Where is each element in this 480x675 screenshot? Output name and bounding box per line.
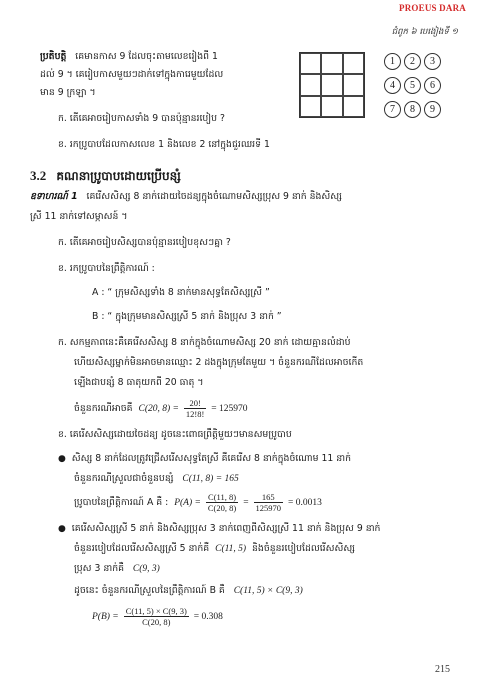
grid-cell [343, 53, 364, 74]
example-text-1: គេរើសសិស្ស 8 នាក់ដោយចៃដន្យក្នុងចំណោមសិស្សប្រុស 9 នាក់ និងសិស្ស [86, 191, 342, 202]
count-denominator: 12!8! [185, 409, 205, 419]
numbered-card-6: 6 [424, 77, 441, 94]
bullet-2-math-3: C(11, 5) × C(9, 3) [233, 586, 303, 596]
numbered-card-1: 1 [384, 53, 401, 70]
chapter-header: ជំពូក ៦ បេងៀងទី ១ [391, 27, 458, 37]
probability-a-lhs: P(A) = [174, 498, 201, 508]
answer-a-line-1: ក. សកម្មភាពនេះគឺគេរើសសិស្ស 8 នាក់ក្នុងចំណោមសិស្ស 20 នាក់ ដោយគ្មានលំដាប់ [58, 337, 351, 348]
numbered-card-2: 2 [404, 53, 421, 70]
probability-a-fraction-1 [206, 492, 238, 513]
count-lhs: C(20, 8) = [138, 404, 179, 414]
fraction-denominator: C(20, 8) [142, 617, 171, 627]
answer-a-line-2: ហើយសិស្សម្នាក់មិនអាចមានឈ្មោះ 2 ដងក្នុងក្រុមតែមួយ ។ ចំនួនករណីដែលអាចកើត [74, 357, 364, 368]
example-line-2: ស្រី 11 នាក់ទៅសម្ភាសន៍ ។ [30, 211, 128, 222]
exercise-text-1: គេមានកាស 9 ដែលចុះតាមលេខរៀងពី 1 [75, 51, 218, 62]
bullet-2-text-2: ចំនួនរបៀបដែលរើសសិស្សស្រី 5 នាក់គឺ [74, 543, 210, 554]
bullet-1-text-2: ចំនួនករណីស្រួលជាចំនួនបន្សំ [74, 473, 174, 484]
grid-cell [300, 96, 321, 117]
numbered-card-3: 3 [424, 53, 441, 70]
fraction-denominator: 125970 [255, 503, 282, 513]
bullet-2-text-5: ដូចនេះ ចំនួនករណីស្រួលនៃព្រឹត្តិការណ៍ B គឺ [74, 585, 225, 596]
section-title: គណនាប្រូបាបដោយប្រើបន្សំ [56, 169, 181, 183]
event-a: A : “ ក្រុមសិស្សទាំង 8 នាក់មានសុទ្ធតែសិស្សស្រី ” [92, 287, 270, 298]
fraction-numerator: C(11, 5) × C(9, 3) [125, 606, 187, 616]
numbered-card-4: 4 [384, 77, 401, 94]
fraction-numerator: C(11, 8) [206, 492, 238, 503]
section-number: 3.2 [30, 168, 47, 183]
count-numerator: 20! [184, 398, 206, 409]
grid-cell [300, 74, 321, 95]
grid-cell [300, 53, 321, 74]
grid-cell [343, 74, 364, 95]
bullet-dot: ● [58, 454, 66, 464]
section-heading [30, 165, 181, 186]
count-label: ចំនួនករណីអាចគឺ [74, 403, 133, 414]
probability-b-line [92, 606, 223, 627]
probability-b-lhs: P(B) = [92, 612, 119, 622]
example-question-b: ខ. រកប្រូបាបនៃព្រឹត្តិការណ៍ : [58, 263, 155, 274]
example-label: ឧទាហរណ៍ 1 [30, 191, 78, 202]
bullet-2-math-1: C(11, 5) [215, 544, 247, 554]
grid-cell [321, 96, 342, 117]
numbered-card-5: 5 [404, 77, 421, 94]
bullet-dot: ● [58, 524, 66, 534]
probability-a-fraction-2 [254, 492, 284, 513]
bullet-1-line-2 [74, 472, 239, 486]
numbered-card-9: 9 [424, 101, 441, 118]
grid-cell [321, 74, 342, 95]
probability-a-line [74, 492, 322, 513]
probability-a-result: = 0.0013 [287, 498, 322, 508]
fraction-denominator: C(20, 8) [207, 503, 237, 513]
event-b: B : “ ក្នុងក្រុមមានសិស្សស្រី 5 នាក់ និងប្រុស 3 នាក់ ” [92, 311, 282, 322]
page-number: 215 [435, 664, 450, 675]
count-fraction [184, 398, 206, 419]
bullet-2-text: គេរើសសិស្សស្រី 5 នាក់ និងសិស្សប្រុស 3 នាក់ពេញពីសិស្សស្រី 11 នាក់ និងប្រុស 9 នាក់ [71, 523, 381, 534]
bullet-1-math: C(11, 8) = 165 [182, 474, 239, 484]
nine-cell-grid [299, 52, 365, 118]
grid-cell [343, 96, 364, 117]
count-result: = 125970 [211, 404, 248, 414]
exercise-question-a: ក. តើគេអាចរៀបកាសទាំង 9 បានប៉ុន្មានរបៀប ? [58, 113, 225, 124]
bullet-2-line-3 [74, 562, 160, 576]
probability-b-result: = 0.308 [193, 612, 223, 622]
exercise-question-b: ខ. រកប្រូបាបដែលកាសលេខ 1 និងលេខ 2 នៅក្នុងជួរឈរទី 1 [58, 139, 270, 150]
answer-a-line-3: ឡើងជាបន្សំ 8 ធាតុយកពី 20 ធាតុ ។ [74, 377, 204, 388]
bullet-2-text-3: និងចំនួនរបៀបដែលរើសសិស្ស [252, 543, 355, 554]
probability-b-fraction [124, 606, 189, 627]
numbered-card-8: 8 [404, 101, 421, 118]
bullet-2-line-1 [58, 522, 380, 536]
bullet-2-text-4: ប្រុស 3 នាក់គឺ [74, 563, 125, 574]
bullet-2-line-4 [74, 584, 303, 598]
count-line [74, 398, 248, 419]
example-question-a: ក. តើគេអាចរៀបសិស្សបានប៉ុន្មានរបៀបខុសៗគ្នា ? [58, 237, 231, 248]
numbered-card-7: 7 [384, 101, 401, 118]
exercise-label: ប្រតិបត្តិ [40, 51, 67, 62]
exercise-line-3: មាន 9 ក្រឡា ។ [40, 87, 96, 98]
bullet-1-text: សិស្ស 8 នាក់ដែលត្រូវជ្រើសរើសសុទ្ធតែស្រី គឺគេរើស 8 នាក់ក្នុងចំណោម 11 នាក់ [71, 453, 352, 464]
bullet-2-math-2: C(9, 3) [132, 564, 160, 574]
grid-cell [321, 53, 342, 74]
equals-sign: = [243, 498, 249, 508]
fraction-numerator: 165 [254, 492, 284, 503]
answer-b-intro: ខ. គេរើសសិស្សដោយចៃដន្យ ដូចនេះពោធព្រឹត្តិមួយៗមានសមប្រូបាប [58, 429, 292, 440]
example-line-1 [30, 190, 342, 203]
exercise-line-1 [40, 50, 218, 63]
publisher-brand: PROEUS DARA [399, 3, 466, 13]
bullet-2-line-2 [74, 542, 355, 556]
bullet-1-line-1 [58, 452, 351, 466]
probability-a-label: ប្រូបាបនៃព្រឹត្តិការណ៍ A គឺ : [74, 497, 169, 508]
exercise-line-2: ដល់ 9 ។ គេរៀបកាសមួយៗដាក់ទៅក្នុងការេមួយដែល [40, 69, 224, 80]
